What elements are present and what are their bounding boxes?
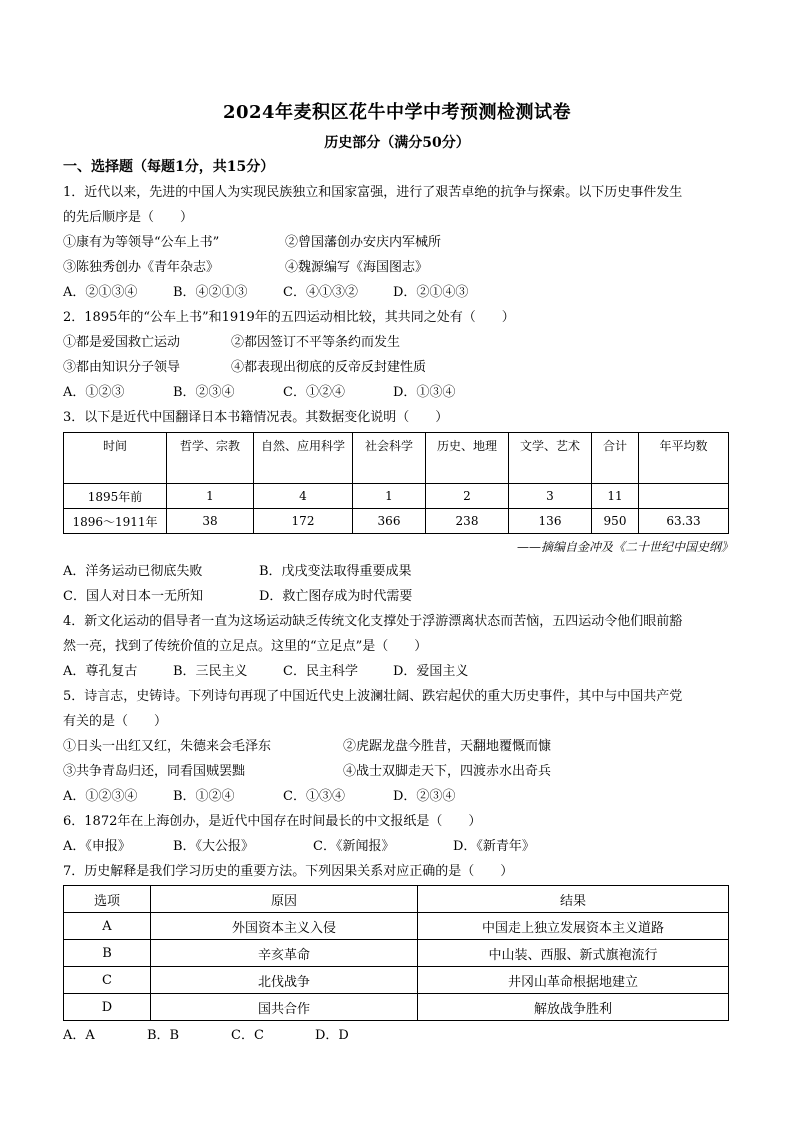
table-cell: 366 bbox=[353, 509, 426, 534]
choice-c[interactable]: C．④①③② bbox=[283, 285, 358, 300]
table-header-cell: 社会科学 bbox=[353, 433, 426, 484]
choice-b[interactable]: B．④②①③ bbox=[173, 285, 248, 300]
table-cell: C bbox=[64, 967, 151, 994]
choice-b[interactable]: B．①②④ bbox=[173, 789, 235, 804]
question-stem: 4．新文化运动的倡导者一直为这场运动缺乏传统文化支撑处于浮游漂离状态而苦恼，五四运动令他们眼前豁 bbox=[63, 614, 683, 629]
choice-c[interactable]: C．①③④ bbox=[283, 789, 345, 804]
question-stem: 6．1872年在上海创办，是近代中国存在时间最长的中文报纸是（ ） bbox=[63, 814, 482, 829]
question-stem: 3．以下是近代中国翻译日本书籍情况表。其数据变化说明（ ） bbox=[63, 410, 449, 425]
table-header-cell: 哲学、宗教 bbox=[167, 433, 254, 484]
statement-item: ④战士双脚走天下，四渡赤水出奇兵 bbox=[343, 764, 552, 779]
table-cell: D bbox=[64, 994, 151, 1021]
table-cell: 136 bbox=[509, 509, 592, 534]
choice-d[interactable]: D．D bbox=[315, 1028, 349, 1043]
cause-effect-table bbox=[63, 885, 729, 1021]
translation-table bbox=[63, 432, 729, 534]
table-source: ——摘编自金冲及《二十世纪中国史纲》 bbox=[516, 540, 733, 554]
statement-item: ③陈独秀创办《青年杂志》 bbox=[63, 260, 220, 275]
section-heading: 一、选择题（每题1分，共15分） bbox=[63, 159, 275, 175]
question-stem: 7．历史解释是我们学习历史的重要方法。下列因果关系对应正确的是（ ） bbox=[63, 864, 514, 879]
table-header-row bbox=[64, 886, 729, 913]
choice-d[interactable]: D．①③④ bbox=[393, 385, 456, 400]
exam-title: 2024年麦积区花牛中学中考预测检测试卷 bbox=[222, 102, 572, 123]
table-header-cell: 时间 bbox=[64, 433, 167, 484]
table-row bbox=[64, 484, 729, 509]
table-header-cell: 自然、应用科学 bbox=[254, 433, 353, 484]
statement-item: ②都因签订不平等条约而发生 bbox=[231, 335, 401, 350]
question-1 bbox=[63, 180, 733, 305]
statement-item: ①日头一出红又红，朱德来会毛泽东 bbox=[63, 739, 272, 754]
question-3 bbox=[63, 405, 733, 609]
question-5 bbox=[63, 684, 733, 809]
choice-d[interactable]: D．爱国主义 bbox=[393, 664, 469, 679]
table-header-cell: 合计 bbox=[592, 433, 639, 484]
choice-c[interactable]: C．民主科学 bbox=[283, 664, 358, 679]
table-cell: 解放战争胜利 bbox=[418, 994, 729, 1021]
question-stem: 5．诗言志，史铸诗。下列诗句再现了中国近代史上波澜壮阔、跌宕起伏的重大历史事件，其中与中国共产党 bbox=[63, 689, 683, 704]
table-row bbox=[64, 967, 729, 994]
choice-c[interactable]: C．①②④ bbox=[283, 385, 345, 400]
table-cell: 1896～1911年 bbox=[64, 509, 167, 534]
choice-b[interactable]: B．《大公报》 bbox=[173, 839, 255, 854]
table-row bbox=[64, 940, 729, 967]
table-cell: 中国走上独立发展资本主义道路 bbox=[418, 913, 729, 940]
choice-c[interactable]: C．《新闻报》 bbox=[313, 839, 395, 854]
question-stem: 2．1895年的“公车上书”和1919年的五四运动相比较，其共同之处有（ ） bbox=[63, 310, 515, 325]
table-header-cell: 历史、地理 bbox=[426, 433, 509, 484]
table-cell: 国共合作 bbox=[151, 994, 418, 1021]
choice-b[interactable]: B．B bbox=[147, 1028, 180, 1043]
question-stem: 然一亮，找到了传统价值的立足点。这里的“立足点”是（ ） bbox=[63, 639, 428, 654]
table-header-cell: 年平均数 bbox=[639, 433, 729, 484]
statement-item: ①康有为等领导“公车上书” bbox=[63, 235, 220, 250]
choice-b[interactable]: B．戊戌变法取得重要成果 bbox=[259, 564, 412, 579]
table-cell: 1 bbox=[167, 484, 254, 509]
choice-a[interactable]: A．①②③ bbox=[63, 385, 125, 400]
statement-item: ①都是爱国救亡运动 bbox=[63, 335, 181, 350]
choice-b[interactable]: B．②③④ bbox=[173, 385, 235, 400]
statement-item: ③共争青岛归还，同看国贼罢黜 bbox=[63, 764, 246, 779]
table-row bbox=[64, 994, 729, 1021]
table-cell: 中山装、西服、新式旗袍流行 bbox=[418, 940, 729, 967]
table-cell: 1 bbox=[353, 484, 426, 509]
table-cell: 外国资本主义入侵 bbox=[151, 913, 418, 940]
choice-d[interactable]: D．救亡图存成为时代需要 bbox=[259, 589, 413, 604]
question-2 bbox=[63, 305, 733, 405]
choice-a[interactable]: A．②①③④ bbox=[63, 285, 138, 300]
statement-item: ②虎踞龙盘今胜昔，天翻地覆慨而慷 bbox=[343, 739, 552, 754]
choice-a[interactable]: A．①②③④ bbox=[63, 789, 138, 804]
table-cell: 172 bbox=[254, 509, 353, 534]
statement-item: ④魏源编写《海国图志》 bbox=[285, 260, 429, 275]
choice-c[interactable]: C．C bbox=[231, 1028, 264, 1043]
table-header-cell: 文学、艺术 bbox=[509, 433, 592, 484]
statement-item: ②曾国藩创办安庆内军械所 bbox=[285, 235, 442, 250]
table-cell: 950 bbox=[592, 509, 639, 534]
table-cell: 北伐战争 bbox=[151, 967, 418, 994]
choice-b[interactable]: B．三民主义 bbox=[173, 664, 248, 679]
table-cell bbox=[639, 484, 729, 509]
question-6 bbox=[63, 809, 733, 859]
choice-a[interactable]: A．A bbox=[63, 1028, 95, 1043]
table-cell: 238 bbox=[426, 509, 509, 534]
table-cell: B bbox=[64, 940, 151, 967]
exam-subtitle: 历史部分（满分50分） bbox=[324, 135, 470, 151]
table-cell: 3 bbox=[509, 484, 592, 509]
table-cell: A bbox=[64, 913, 151, 940]
table-header-cell: 结果 bbox=[418, 886, 729, 913]
question-stem: 有关的是（ ） bbox=[63, 714, 168, 729]
table-cell: 63.33 bbox=[639, 509, 729, 534]
choice-d[interactable]: D．《新青年》 bbox=[453, 839, 535, 854]
table-row bbox=[64, 913, 729, 940]
statement-item: ③都由知识分子领导 bbox=[63, 360, 181, 375]
table-cell: 38 bbox=[167, 509, 254, 534]
question-stem: 1．近代以来，先进的中国人为实现民族独立和国家富强，进行了艰苦卓绝的抗争与探索。以下历史事件发生 bbox=[63, 185, 683, 200]
table-cell: 辛亥革命 bbox=[151, 940, 418, 967]
table-cell: 4 bbox=[254, 484, 353, 509]
choice-a[interactable]: A．《申报》 bbox=[63, 839, 131, 854]
questions bbox=[63, 180, 733, 1048]
statement-item: ④都表现出彻底的反帝反封建性质 bbox=[231, 360, 427, 375]
table-cell: 11 bbox=[592, 484, 639, 509]
choice-a[interactable]: A．洋务运动已彻底失败 bbox=[63, 564, 203, 579]
table-cell: 井冈山革命根据地建立 bbox=[418, 967, 729, 994]
choice-c[interactable]: C．国人对日本一无所知 bbox=[63, 589, 203, 604]
table-cell: 1895年前 bbox=[64, 484, 167, 509]
table-header-cell: 选项 bbox=[64, 886, 151, 913]
question-stem: 的先后顺序是（ ） bbox=[63, 210, 194, 225]
choice-a[interactable]: A．尊孔复古 bbox=[63, 664, 138, 679]
choice-d[interactable]: D．②①④③ bbox=[393, 285, 469, 300]
question-7 bbox=[63, 859, 733, 1048]
choice-d[interactable]: D．②③④ bbox=[393, 789, 456, 804]
table-header-cell: 原因 bbox=[151, 886, 418, 913]
table-cell: 2 bbox=[426, 484, 509, 509]
question-4 bbox=[63, 609, 733, 684]
table-header-row bbox=[64, 433, 729, 484]
table-row bbox=[64, 509, 729, 534]
